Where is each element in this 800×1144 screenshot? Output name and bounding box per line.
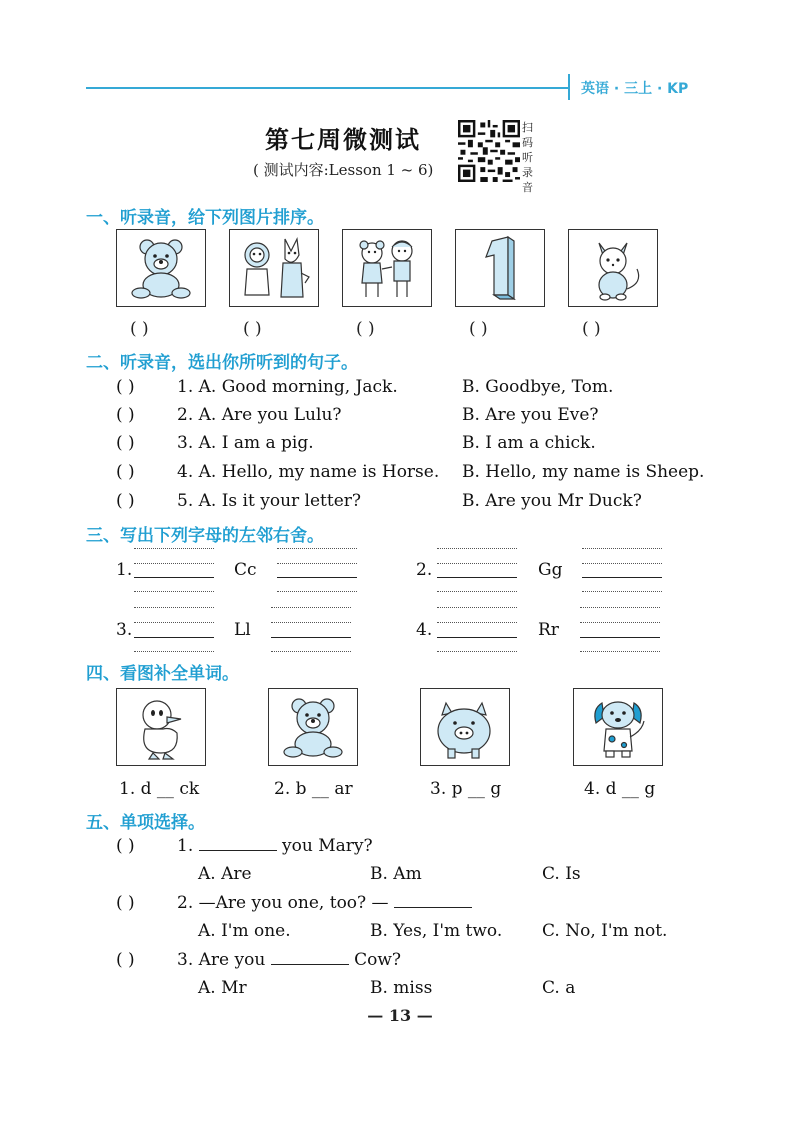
two-kids-icon (348, 233, 426, 303)
bear-icon (123, 235, 199, 301)
writing-guide (580, 606, 660, 608)
header-rule (86, 87, 570, 89)
writing-guide (580, 650, 660, 652)
section2-option-a-5: 5. A. Is it your letter? (177, 491, 362, 511)
writing-guide (582, 547, 662, 549)
letter-item-2: Gg (538, 560, 563, 580)
section2-option-b-4: B. Hello, my name is Sheep. (462, 462, 705, 482)
right-neighbor-blank-2[interactable] (582, 576, 662, 578)
left-neighbor-blank-2[interactable] (437, 576, 517, 578)
section5-answer-2[interactable]: ( ) (116, 893, 135, 913)
letter-item-num-1: 1. (116, 560, 133, 580)
writing-guide (437, 606, 517, 608)
section5-q3-option-c: C. a (542, 978, 576, 998)
writing-guide (582, 590, 662, 592)
section2-option-b-1: B. Goodbye, Tom. (462, 377, 614, 397)
section5-q2-option-a: A. I'm one. (198, 921, 291, 941)
girl-and-wolf-icon (235, 233, 313, 303)
section2-option-b-3: B. I am a chick. (462, 433, 596, 453)
section4-picture-1 (116, 688, 206, 766)
section5-answer-1[interactable]: ( ) (116, 836, 135, 856)
question-text: 1. (177, 836, 194, 856)
writing-guide (277, 562, 357, 564)
letter-item-3: Ll (234, 620, 251, 640)
question-blank-3[interactable] (271, 963, 349, 965)
duck-icon (123, 693, 199, 761)
number-one-icon (470, 233, 530, 303)
section3-heading: 三、写出下列字母的左邻右舍。 (86, 526, 324, 546)
writing-guide (134, 621, 214, 623)
header-rule-tick (568, 74, 570, 100)
section1-answer-3[interactable]: ( ) (356, 319, 375, 339)
section2-answer-4[interactable]: ( ) (116, 462, 135, 482)
letter-item-1: Cc (234, 560, 257, 580)
writing-guide (277, 547, 357, 549)
pig-icon (426, 693, 504, 761)
page-title: 第七周微测试 (265, 125, 421, 154)
bear-icon (275, 694, 351, 760)
writing-guide (437, 650, 517, 652)
header-subject-tag: 英语 · 三上 · KP (581, 81, 689, 97)
right-neighbor-blank-3[interactable] (271, 636, 351, 638)
question-text: you Mary? (282, 836, 373, 856)
section5-q1-option-a: A. Are (198, 864, 252, 884)
left-neighbor-blank-4[interactable] (437, 636, 517, 638)
writing-guide (437, 590, 517, 592)
writing-guide (437, 621, 517, 623)
writing-guide (580, 621, 660, 623)
writing-guide (134, 606, 214, 608)
qr-code-icon[interactable] (458, 120, 520, 182)
section2-option-b-5: B. Are you Mr Duck? (462, 491, 642, 511)
question-text: 2. —Are you one, too? — (177, 893, 389, 913)
section5-answer-3[interactable]: ( ) (116, 950, 135, 970)
writing-guide (271, 650, 351, 652)
section1-answer-5[interactable]: ( ) (582, 319, 601, 339)
writing-guide (134, 650, 214, 652)
word-item-4: 4. d __ g (584, 779, 656, 799)
qr-caption: 扫码听录音 (522, 121, 533, 194)
question-blank-2[interactable] (394, 906, 472, 908)
left-neighbor-blank-3[interactable] (134, 636, 214, 638)
section4-picture-2 (268, 688, 358, 766)
section5-q3-option-a: A. Mr (198, 978, 247, 998)
section2-option-b-2: B. Are you Eve? (462, 405, 599, 425)
section4-picture-4 (573, 688, 663, 766)
section5-q2-option-b: B. Yes, I'm two. (370, 921, 503, 941)
question-text: Cow? (354, 950, 402, 970)
section2-option-a-2: 2. A. Are you Lulu? (177, 405, 342, 425)
section1-picture-5 (568, 229, 658, 307)
section1-picture-1 (116, 229, 206, 307)
section5-heading: 五、单项选择。 (86, 813, 205, 833)
writing-guide (134, 590, 214, 592)
section2-option-a-3: 3. A. I am a pig. (177, 433, 314, 453)
writing-guide (277, 590, 357, 592)
writing-guide (134, 562, 214, 564)
section1-heading: 一、听录音，给下列图片排序。 (86, 208, 324, 228)
page-subtitle: ( 测试内容:Lesson 1 ~ 6) (253, 161, 434, 179)
left-neighbor-blank-1[interactable] (134, 576, 214, 578)
section1-picture-2 (229, 229, 319, 307)
section4-heading: 四、看图补全单词。 (86, 664, 239, 684)
writing-guide (437, 547, 517, 549)
section1-answer-1[interactable]: ( ) (130, 319, 149, 339)
section2-option-a-1: 1. A. Good morning, Jack. (177, 377, 398, 397)
letter-item-4: Rr (538, 620, 559, 640)
writing-guide (271, 621, 351, 623)
question-text: 3. Are you (177, 950, 266, 970)
section5-question-1 (177, 836, 373, 856)
cat-icon (575, 233, 651, 303)
section1-picture-3 (342, 229, 432, 307)
section2-answer-5[interactable]: ( ) (116, 491, 135, 511)
section2-option-a-4: 4. A. Hello, my name is Horse. (177, 462, 440, 482)
section1-answer-2[interactable]: ( ) (243, 319, 262, 339)
letter-item-num-3: 3. (116, 620, 133, 640)
section2-answer-3[interactable]: ( ) (116, 433, 135, 453)
numeral-label: 1 (495, 265, 503, 276)
letter-item-num-2: 2. (416, 560, 433, 580)
section5-q3-option-b: B. miss (370, 978, 433, 998)
writing-guide (437, 562, 517, 564)
word-item-3: 3. p __ g (430, 779, 502, 799)
section2-heading: 二、听录音，选出你所听到的句子。 (86, 353, 358, 373)
writing-guide (582, 562, 662, 564)
section1-answer-4[interactable]: ( ) (469, 319, 488, 339)
right-neighbor-blank-4[interactable] (580, 636, 660, 638)
page-number: — 13 — (367, 1006, 433, 1025)
section5-q1-option-b: B. Am (370, 864, 422, 884)
section2-answer-2[interactable]: ( ) (116, 405, 135, 425)
writing-guide (134, 547, 214, 549)
section4-picture-3 (420, 688, 510, 766)
section1-picture-4 (455, 229, 545, 307)
word-item-1: 1. d __ ck (119, 779, 200, 799)
section5-q2-option-c: C. No, I'm not. (542, 921, 668, 941)
writing-guide (271, 606, 351, 608)
letter-item-num-4: 4. (416, 620, 433, 640)
question-blank-1[interactable] (199, 849, 277, 851)
section5-question-3 (177, 950, 401, 970)
section5-question-2 (177, 893, 472, 913)
dog-icon (580, 693, 656, 761)
section2-answer-1[interactable]: ( ) (116, 377, 135, 397)
word-item-2: 2. b __ ar (274, 779, 353, 799)
right-neighbor-blank-1[interactable] (277, 576, 357, 578)
section5-q1-option-c: C. Is (542, 864, 581, 884)
